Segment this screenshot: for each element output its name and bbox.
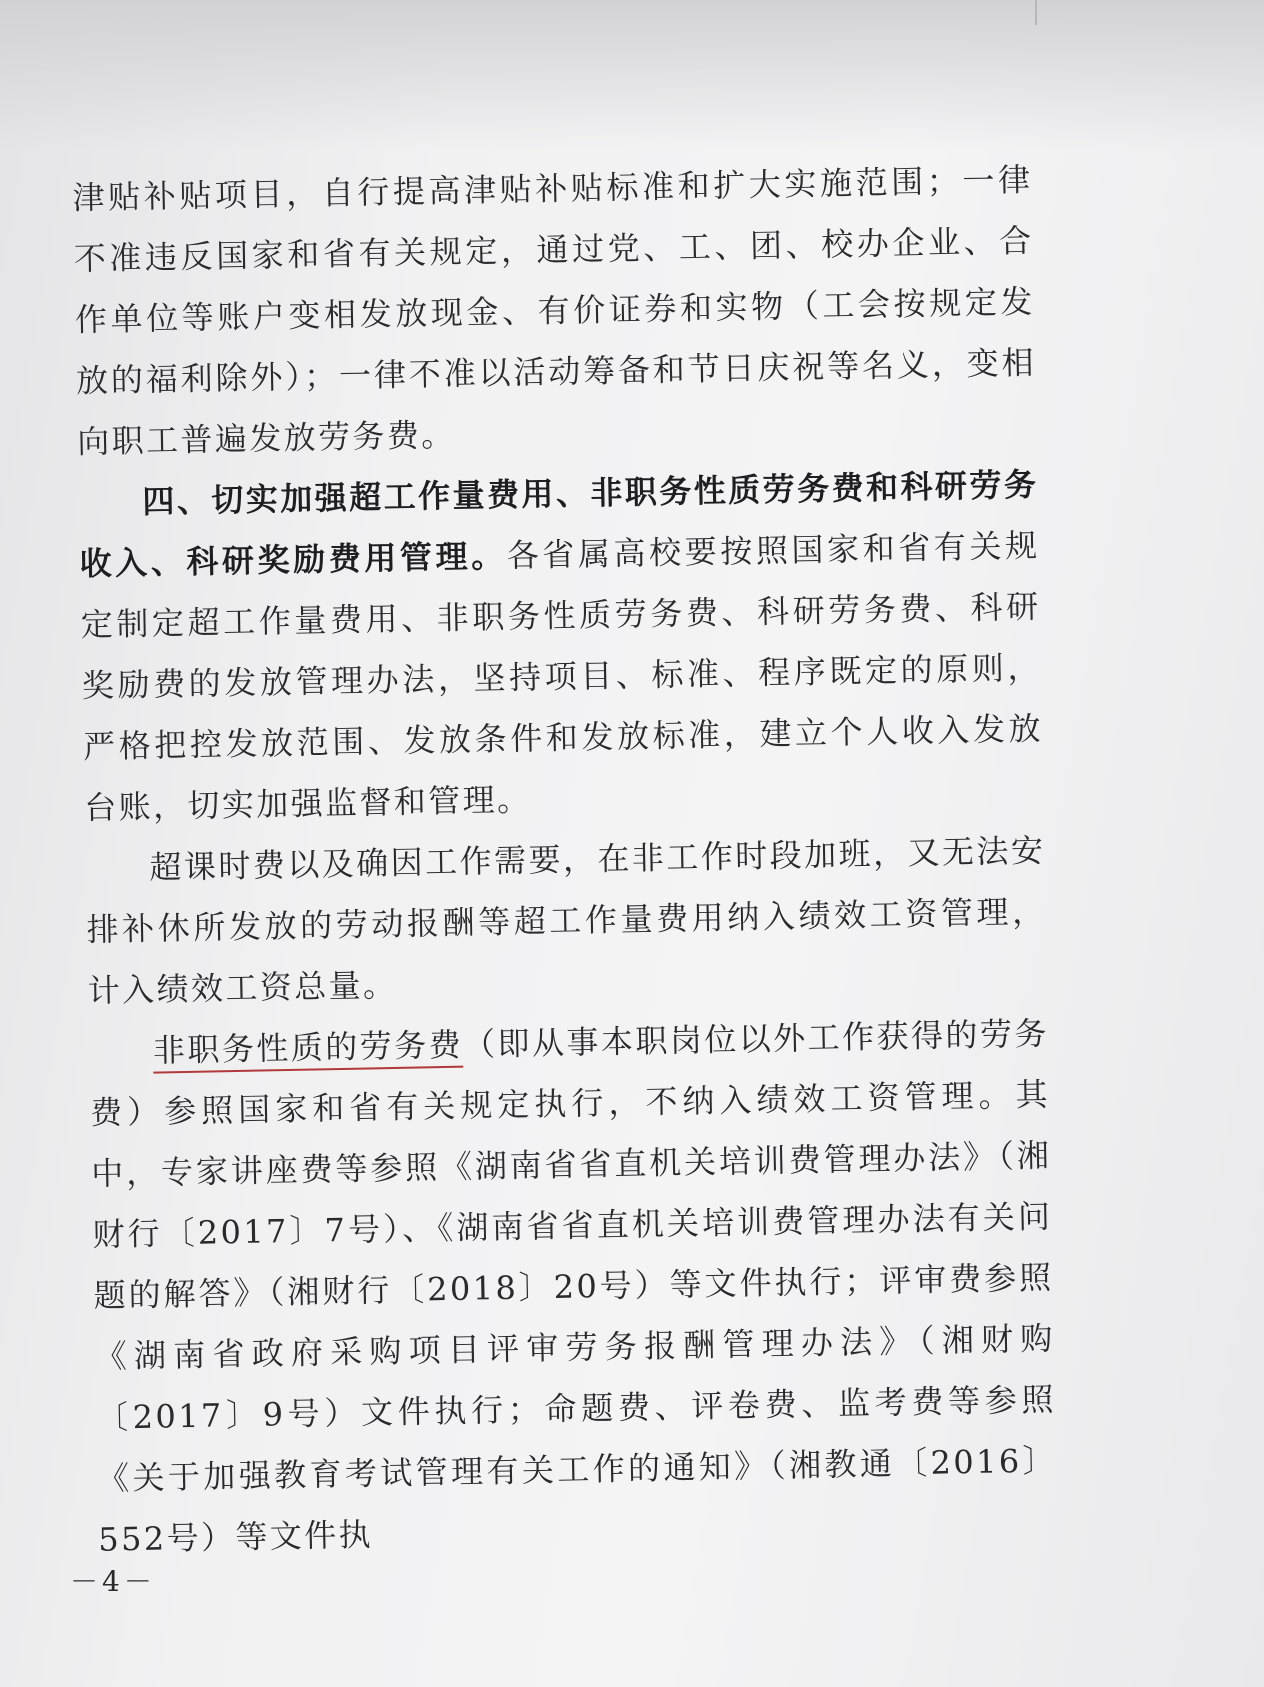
- document-body: [72, 150, 1059, 1571]
- paper-shadow: [0, 0, 1264, 150]
- paragraph-overtime-fees: [85, 820, 1048, 1021]
- paragraph-continuation: [72, 150, 1038, 473]
- paragraph-text: （即从事本职岗位以外工作获得的劳务费）参照国家和省有关规定执行，不纳入绩效工资管理。其中，专家讲座费等参照《湖南省省直机关培训费管理办法》（湘财行〔2017〕7号）、《湖南省省直机关培训费管理办法有关问题的解答》（湘财行〔2018〕20号）等文件执行；评审费参照《湖南省政府采购项目评审劳务报酬管理办法》（湘财购〔2017〕9号）文件执行；命题费、评卷费、监考费等参照《关于加强教育考试管理有关工作的通知》（湘教通〔2016〕552号）等文件执: [89, 1014, 1058, 1559]
- underlined-term: 非职务性质的劳务费: [153, 1026, 464, 1074]
- page-number: －4－: [70, 1565, 156, 1598]
- section-heading: 四、切实加强超工作量费用、非职务性质劳务费和科研劳务收入、科研奖励费用管理。: [79, 465, 1039, 583]
- paragraph-section-four: [78, 455, 1045, 839]
- paper-fold-mark: [1035, 0, 1037, 25]
- paragraph-text: 各省属高校要按照国家和省有关规定制定超工作量费用、非职务性质劳务费、科研劳务费、科研奖励费的发放管理办法，坚持项目、标准、程序既定的原则，严格把控发放范围、发放条件和发放标准，建立个人收入发放台账，切实加强监督和管理。: [80, 526, 1044, 827]
- paragraph-text: 津贴补贴项目，自行提高津贴补贴标准和扩大实施范围；一律不准违反国家和省有关规定，通过党、工、团、校办企业、合作单位等账户变相发放现金、有价证券和实物（工会按规定发放的福利除外）；一律不准以活动筹备和节日庆祝等名义，变相向职工普遍发放劳务费。: [72, 160, 1037, 461]
- paragraph-non-duty-fees: [88, 1003, 1058, 1570]
- paragraph-text: 超课时费以及确因工作需要，在非工作时段加班，又无法安排补休所发放的劳动报酬等超工作量费用纳入绩效工资管理，计入绩效工资总量。: [86, 831, 1047, 1010]
